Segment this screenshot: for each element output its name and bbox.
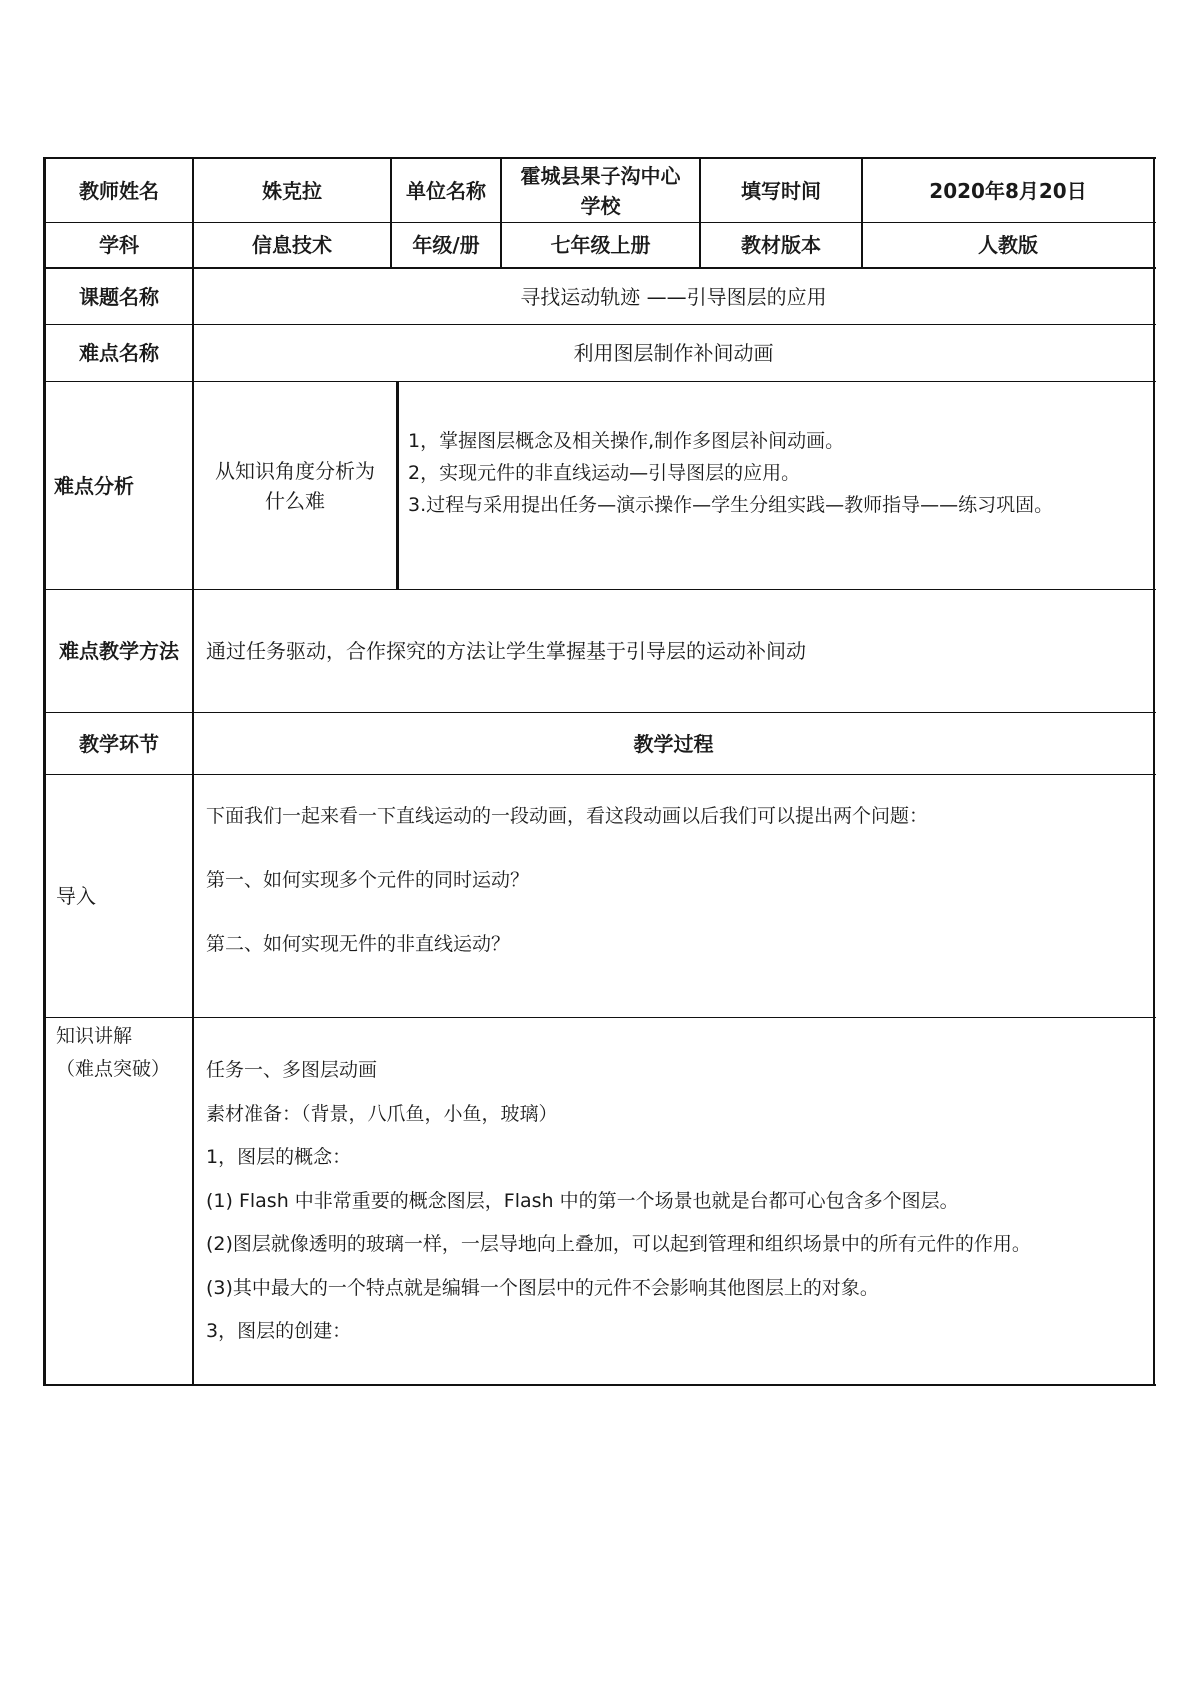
intro-line: 第一、如何实现多个元件的同时运动？ <box>206 869 530 891</box>
unit-name-label: 单位名称 <box>406 178 486 203</box>
process-stage-label: 教学环节 <box>79 731 159 756</box>
fill-date-label: 填写时间 <box>741 178 821 203</box>
analysis-sub-label-line2: 什么难 <box>265 488 325 513</box>
knowledge-label <box>56 1020 190 1086</box>
analysis-line: 2，实现元件的非直线运动—引导图层的应用。 <box>408 462 801 484</box>
unit-name-line2: 学校 <box>580 193 621 218</box>
analysis-sub-label-line1: 从知识角度分析为 <box>215 458 375 483</box>
knowledge-label-line2: （难点突破） <box>56 1058 171 1080</box>
analysis-label: 难点分析 <box>54 473 134 498</box>
unit-name-value <box>502 159 699 222</box>
grade-value: 七年级上册 <box>550 233 651 257</box>
topic-value: 寻找运动轨迹 ——引导图层的应用 <box>520 284 827 309</box>
grade-label: 年级/册 <box>412 233 480 257</box>
process-title: 教学过程 <box>633 731 714 756</box>
subject-value: 信息技术 <box>252 233 332 257</box>
table-border-bottom <box>43 1384 1156 1386</box>
knowledge-label-line1: 知识讲解 <box>56 1025 133 1047</box>
unit-name-line1: 霍城县果子沟中心 <box>520 163 681 188</box>
analysis-line: 3.过程与采用提出任务—演示操作—学生分组实践—教师指导——练习巩固。 <box>408 494 1054 516</box>
analysis-content <box>408 425 1148 521</box>
knowledge-line: 3，图层的创建： <box>206 1320 352 1342</box>
knowledge-line: 素材准备：（背景，八爪鱼，小鱼，玻璃） <box>206 1102 558 1125</box>
knowledge-line: (2)图层就像透明的玻璃一样，一层导地向上叠加，可以起到管理和组织场景中的所有元件的作用。 <box>206 1233 1031 1255</box>
method-value: 通过任务驱动，合作探究的方法让学生掌握基于引导层的运动补间动 <box>206 639 806 663</box>
teacher-name-value: 姝克拉 <box>262 178 322 203</box>
row-separator <box>43 1017 1156 1018</box>
table-border-right <box>1153 157 1155 1386</box>
difficulty-label: 难点名称 <box>79 341 159 365</box>
teacher-name-label: 教师姓名 <box>79 178 159 203</box>
fill-date-value: 2020年8月20日 <box>929 178 1087 203</box>
difficulty-value: 利用图层制作补间动画 <box>573 341 774 365</box>
edition-value: 人教版 <box>978 233 1038 257</box>
intro-content <box>206 800 1146 960</box>
analysis-sub-label <box>194 382 396 589</box>
knowledge-line: 任务一、多图层动画 <box>206 1059 378 1081</box>
intro-label: 导入 <box>56 884 96 908</box>
subject-label: 学科 <box>99 233 139 257</box>
method-label: 难点教学方法 <box>59 639 179 663</box>
edition-label: 教材版本 <box>741 233 821 257</box>
analysis-line: 1，掌握图层概念及相关操作,制作多图层补间动画。 <box>408 430 845 452</box>
topic-label: 课题名称 <box>79 284 159 309</box>
knowledge-content <box>206 1049 1151 1354</box>
intro-line: 下面我们一起来看一下直线运动的一段动画，看这段动画以后我们可以提出两个问题： <box>206 805 929 827</box>
knowledge-line: 1，图层的概念： <box>206 1146 352 1168</box>
row-separator <box>43 774 1156 775</box>
knowledge-line: (3)其中最大的一个特点就是编辑一个图层中的元件不会影响其他图层上的对象。 <box>206 1276 879 1299</box>
intro-line: 第二、如何实现无件的非直线运动？ <box>206 933 511 955</box>
column-separator <box>396 381 399 590</box>
knowledge-line: (1) Flash 中非常重要的概念图层，Flash 中的第一个场景也就是台都可心包含多个图层。 <box>206 1189 959 1212</box>
